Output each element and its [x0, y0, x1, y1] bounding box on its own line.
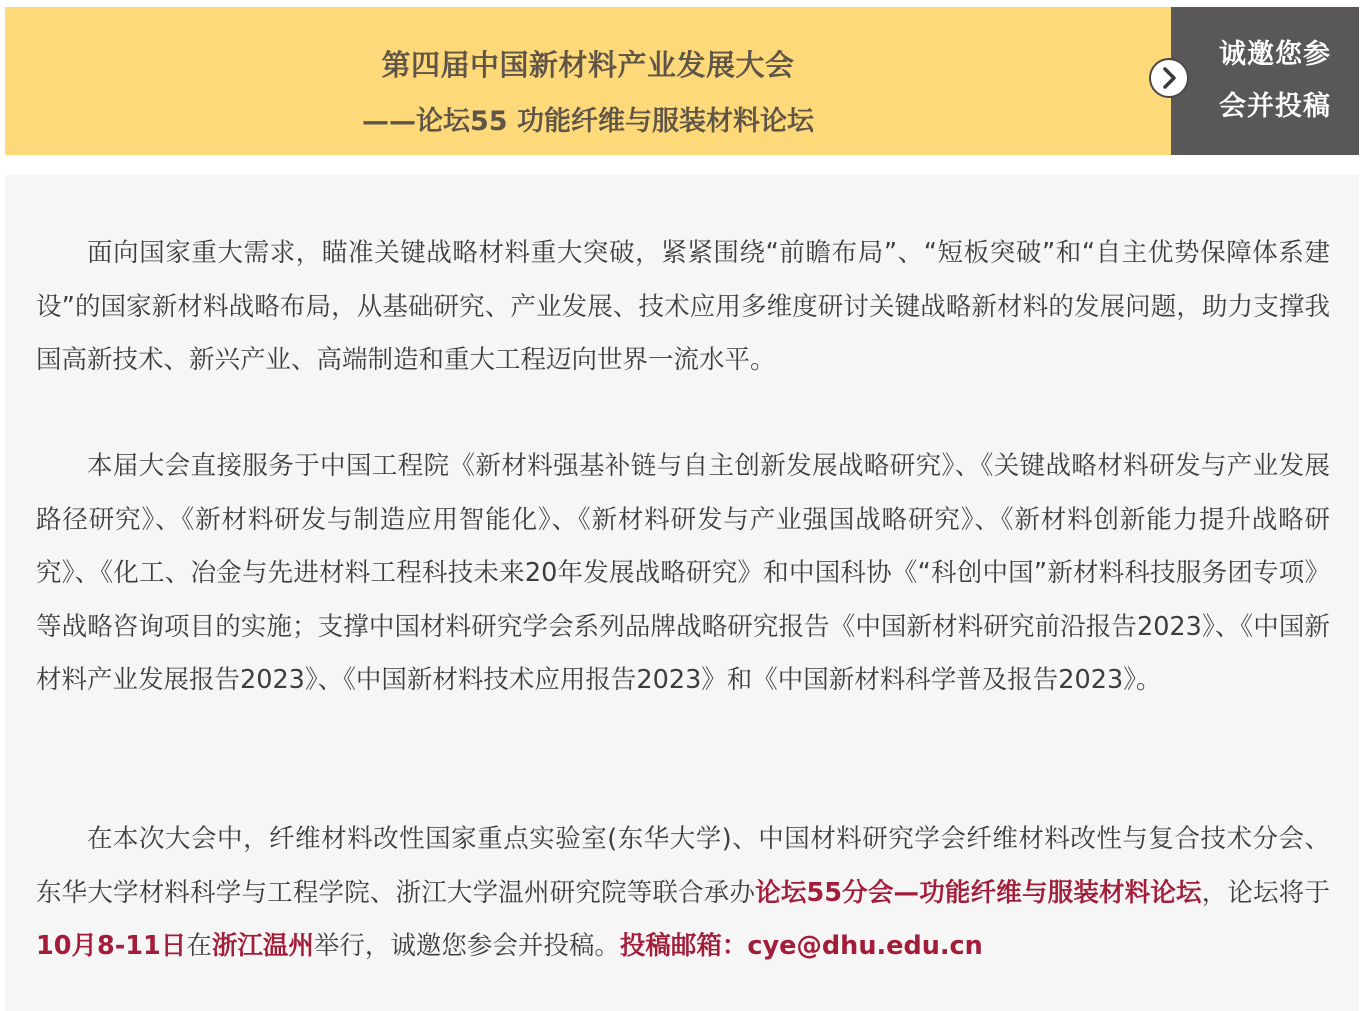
place-highlight: 浙江温州: [211, 931, 314, 961]
organizers-text: 在本次大会中，纤维材料改性国家重点实验室(东华大学)、中国材料研究学会纤维材料改性与复合技术分会、东华大学材料科学与工程学院、浙江大学温州研究院等联合承办: [36, 824, 1330, 908]
service-paragraph: 本届大会直接服务于中国工程院《新材料强基补链与自主创新发展战略研究》、《关键战略材料研发与产业发展路径研究》、《新材料研发与制造应用智能化》、《新材料研发与产业强国战略研究》、《新材料创新能力提升战略研究》、《化工、冶金与先进材料工程科技未来20年发展战略研究》和中国科协《“科创中国”新材料科技服务团专项》等战略咨询项目的实施；支撑中国材料研究学会系列品牌战略研究报告《中国新材料研究前沿报告2023》、《中国新材料产业发展报告2023》、《中国新材料技术应用报告2023》和《中国新材料科学普及报告2023》。: [36, 451, 1330, 695]
header-banner: [5, 7, 1359, 155]
invite-text-line1: 诚邀您参: [1219, 39, 1331, 70]
invite-text-line2: 会并投稿: [1219, 91, 1331, 122]
place-prefix-text: 在: [186, 931, 212, 961]
date-prefix-text: ，论坛将于: [1201, 877, 1330, 908]
forum-subtitle: ——论坛55 功能纤维与服装材料论坛: [362, 106, 814, 137]
email-address[interactable]: cye@dhu.edu.cn: [747, 931, 983, 961]
intro-paragraph: 面向国家重大需求，瞄准关键战略材料重大突破，紧紧围绕“前瞻布局”、“短板突破”和“自主优势保障体系建设”的国家新材料战略布局，从基础研究、产业发展、技术应用多维度研讨关键战略新材料的发展问题，助力支撑我国高新技术、新兴产业、高端制造和重大工程迈向世界一流水平。: [36, 238, 1330, 375]
email-label: 投稿邮箱：: [619, 931, 748, 961]
chevron-right-circle-icon[interactable]: [1149, 58, 1189, 98]
forum-name-highlight: 论坛55分会—功能纤维与服装材料论坛: [755, 877, 1202, 908]
conference-title: 第四届中国新材料产业发展大会: [381, 48, 795, 82]
content-panel: [5, 175, 1359, 1011]
invite-submit-button[interactable]: [1171, 7, 1359, 155]
invite-text: 举行，诚邀您参会并投稿。: [313, 931, 620, 961]
date-highlight: 10月8-11日: [36, 931, 187, 961]
forum-paragraph: [36, 813, 1330, 974]
banner-titles: [5, 7, 1171, 155]
